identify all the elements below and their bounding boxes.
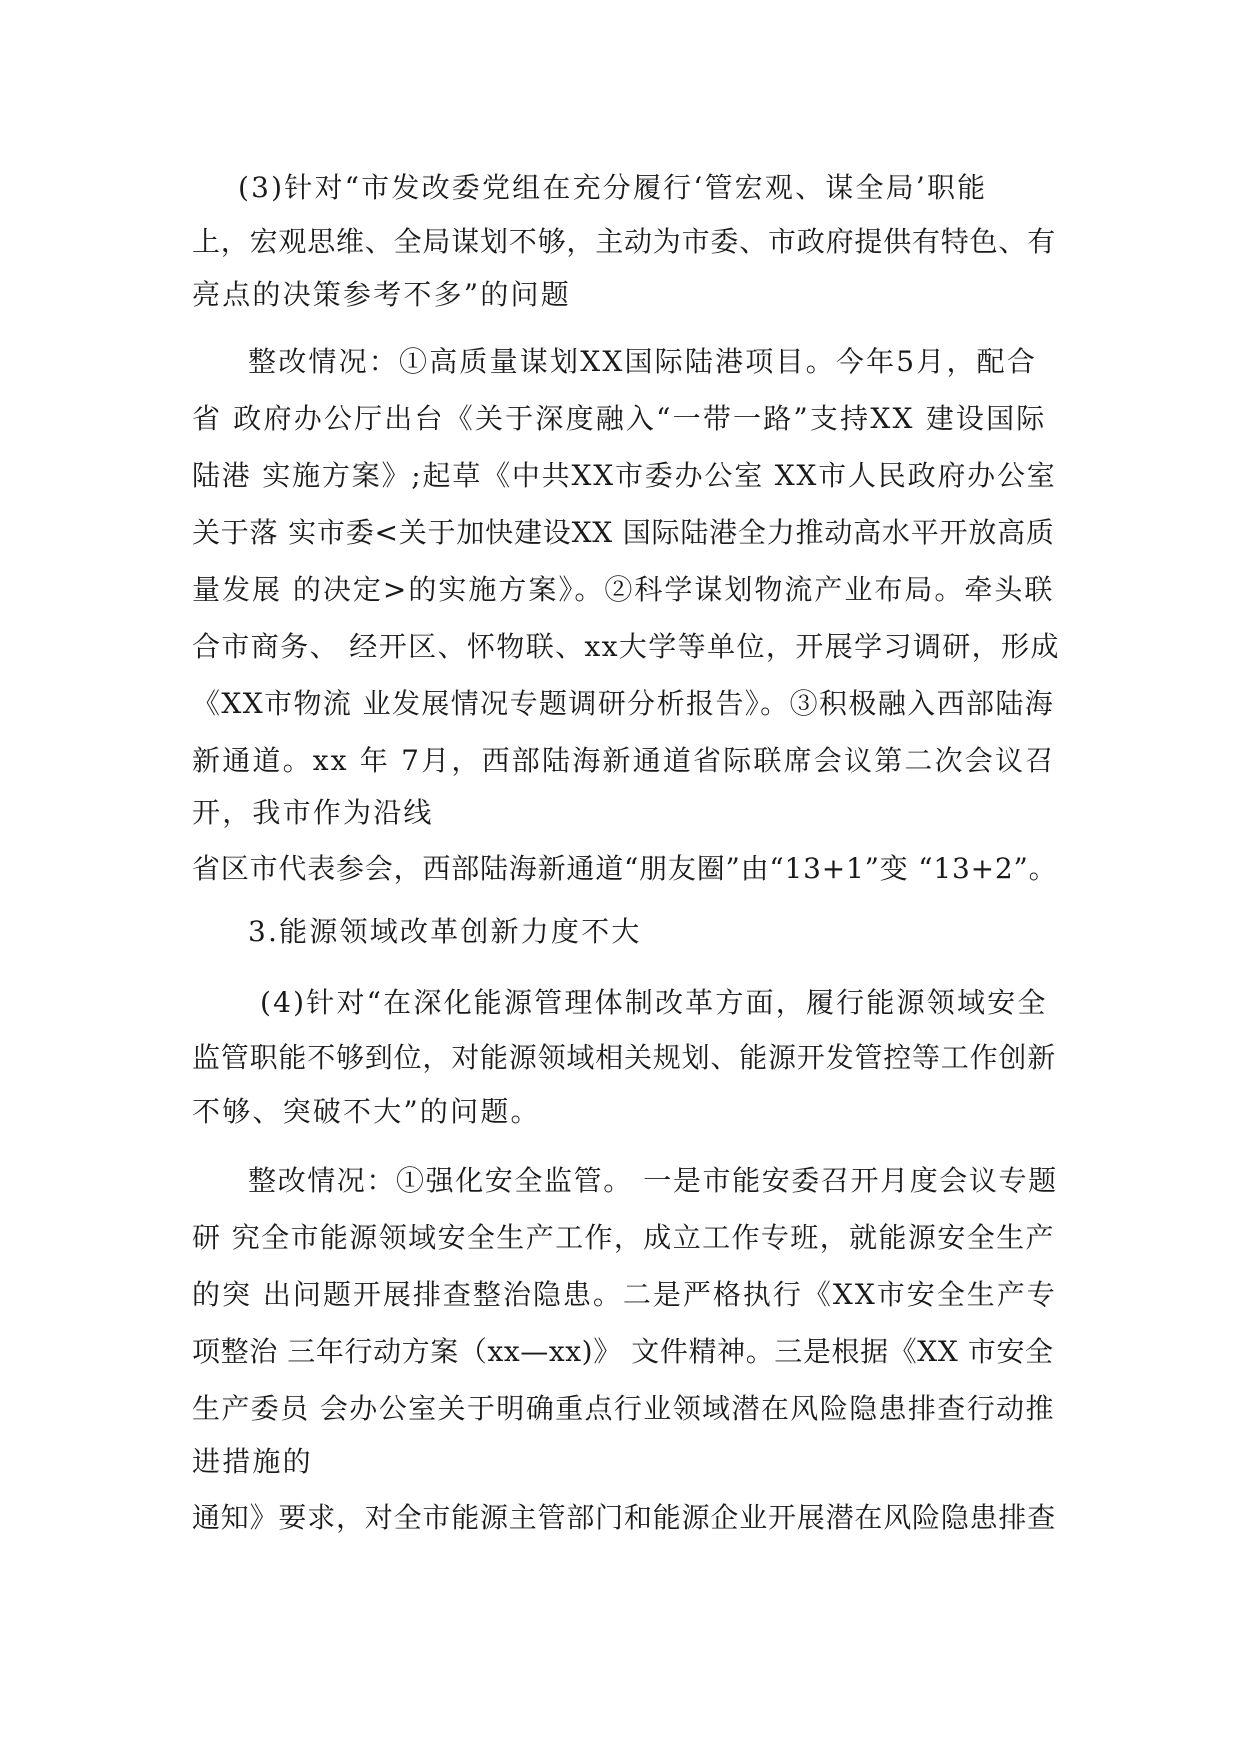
paragraph-line: 《XX市物流 业发展情况专题调研分析报告》。③积极融入西部陆海 (192, 687, 1055, 720)
paragraph-line: 整改情况：①强化安全监管。 一是市能安委召开月度会议专题 (248, 1164, 1058, 1197)
paragraph-line: 关于落 实市委<关于加快建设XX 国际陆港全力推动高水平开放高质 (192, 516, 1055, 549)
paragraph-line: 省区市代表参会，西部陆海新通道“朋友圈”由“13+1”变 “13+2”。 (192, 852, 1058, 885)
paragraph-line: 研 究全市能源领域安全生产工作，成立工作专班，就能源安全生产 (192, 1221, 1055, 1254)
paragraph-line: 的突 出问题开展排查整治隐患。二是严格执行《XX市安全生产专 (192, 1278, 1057, 1311)
paragraph-line: 不够、突破不大”的问题。 (192, 1095, 541, 1128)
paragraph-line: 进措施的 (192, 1445, 313, 1478)
paragraph-line: 亮点的决策参考不多”的问题 (192, 278, 571, 311)
paragraph-line: (4)针对“在深化能源管理体制改革方面，履行能源领域安全 (260, 986, 1048, 1019)
paragraph-line: 生产委员 会办公室关于明确重点行业领域潜在风险隐患排查行动推 (192, 1392, 1055, 1425)
paragraph-line: 陆港 实施方案》;起草《中共XX市委办公室 XX市人民政府办公室 (192, 459, 1057, 492)
paragraph-line: 新通道。xx 年 7月，西部陆海新通道省际联席会议第二次会议召 (192, 744, 1056, 777)
paragraph-line: 项整治 三年行动方案（xx—xx)》 文件精神。三是根据《XX 市安全 (192, 1335, 1054, 1368)
paragraph-line: 量发展 的决定>的实施方案》。②科学谋划物流产业布局。牵头联 (192, 573, 1055, 606)
paragraph-line: 开，我市作为沿线 (192, 796, 434, 829)
paragraph-line: 监管职能不够到位，对能源领域相关规划、能源开发管控等工作创新 (192, 1041, 1057, 1074)
paragraph-line: 整改情况：①高质量谋划XX国际陆港项目。今年5月，配合 (248, 345, 1038, 378)
section-heading: 3.能源领域改革创新力度不大 (248, 915, 642, 948)
paragraph-line: 通知》要求，对全市能源主管部门和能源企业开展潜在风险隐患排查 (192, 1501, 1057, 1534)
paragraph-line: 合市商务、 经开区、怀物联、xx大学等单位，开展学习调研，形成 (192, 630, 1060, 663)
paragraph-line: 省 政府办公厅出台《关于深度融入“一带一路”支持XX 建设国际 (192, 402, 1047, 435)
paragraph-line: (3)针对“市发改委党组在充分履行‘管宏观、谋全局’职能 (238, 171, 988, 204)
paragraph-line: 上，宏观思维、全局谋划不够，主动为市委、市政府提供有特色、有 (192, 225, 1057, 258)
